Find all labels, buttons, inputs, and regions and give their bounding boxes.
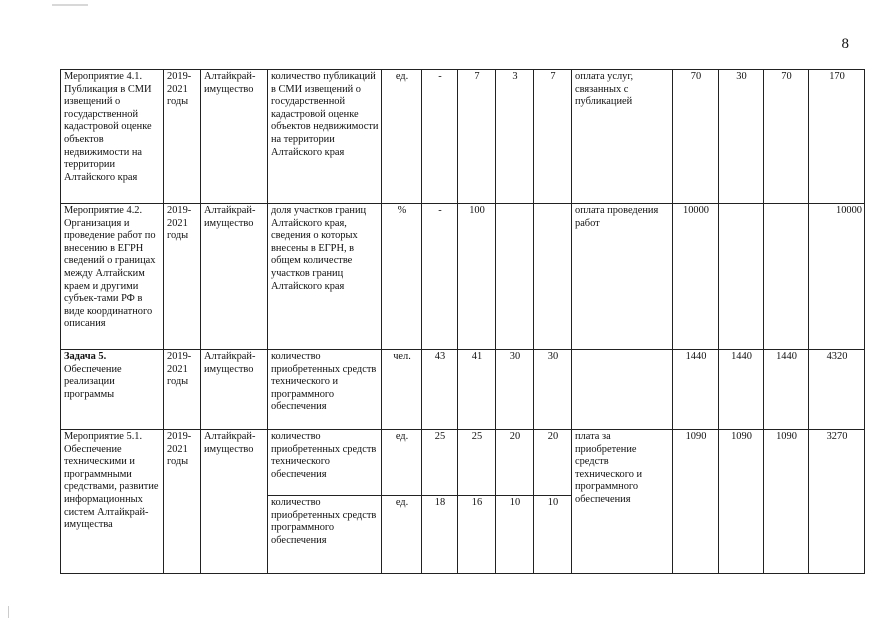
indicator-value-4 bbox=[534, 204, 572, 350]
indicator-value-2: 16 bbox=[458, 496, 496, 574]
indicator-unit: ед. bbox=[382, 70, 422, 204]
activity-executor: Алтайкрай-имущество bbox=[201, 350, 268, 430]
program-activities-table bbox=[60, 69, 865, 574]
financing-total: 4320 bbox=[809, 350, 865, 430]
table-row bbox=[61, 70, 865, 204]
indicator-value-2: 7 bbox=[458, 70, 496, 204]
indicator-value-2: 25 bbox=[458, 430, 496, 496]
financing-3: 1440 bbox=[764, 350, 809, 430]
activity-executor: Алтайкрай-имущество bbox=[201, 430, 268, 574]
activity-indicator: доля участков границ Алтайского края, сведения о которых внесены в ЕГРН, в общем количестве участков границ Алтайского края bbox=[268, 204, 382, 350]
indicator-value-1: 25 bbox=[422, 430, 458, 496]
scan-artifact bbox=[52, 4, 88, 6]
indicator-value-1: - bbox=[422, 70, 458, 204]
indicator-value-1: 18 bbox=[422, 496, 458, 574]
financing-2: 1440 bbox=[719, 350, 764, 430]
task-name bbox=[61, 350, 164, 430]
page-number: 8 bbox=[841, 36, 849, 52]
indicator-value-3: 10 bbox=[496, 496, 534, 574]
indicator-value-4: 30 bbox=[534, 350, 572, 430]
activity-indicator: количество приобретенных средств технического обеспечения bbox=[268, 430, 382, 496]
financing-total: 3270 bbox=[809, 430, 865, 574]
expense-direction: оплата проведения работ bbox=[572, 204, 673, 350]
financing-3 bbox=[764, 204, 809, 350]
activity-period: 2019-2021 годы bbox=[164, 350, 201, 430]
activity-name: Мероприятие 4.2. Организация и проведение работ по внесению в ЕГРН сведений о границах между Алтайским краем и другими субъек-тами РФ в виде координатного описания bbox=[61, 204, 164, 350]
activity-period: 2019-2021 годы bbox=[164, 204, 201, 350]
financing-2: 30 bbox=[719, 70, 764, 204]
indicator-value-3 bbox=[496, 204, 534, 350]
financing-3: 1090 bbox=[764, 430, 809, 574]
indicator-unit: ед. bbox=[382, 496, 422, 574]
indicator-value-2: 100 bbox=[458, 204, 496, 350]
indicator-unit: чел. bbox=[382, 350, 422, 430]
activity-executor: Алтайкрай-имущество bbox=[201, 70, 268, 204]
task-number: Задача 5. bbox=[64, 351, 107, 362]
indicator-unit: % bbox=[382, 204, 422, 350]
indicator-value-3: 30 bbox=[496, 350, 534, 430]
indicator-value-1: - bbox=[422, 204, 458, 350]
task-title: Обеспечение реализации программы bbox=[64, 363, 122, 400]
activity-indicator: количество приобретенных средств программного обеспечения bbox=[268, 496, 382, 574]
table-row bbox=[61, 430, 865, 496]
scan-artifact bbox=[8, 606, 9, 618]
activity-name: Мероприятие 4.1. Публикация в СМИ извещений о государственной кадастровой оценке объектов недвижимости на территории Алтайского края bbox=[61, 70, 164, 204]
table-row bbox=[61, 350, 865, 430]
financing-3: 70 bbox=[764, 70, 809, 204]
expense-direction bbox=[572, 350, 673, 430]
financing-1: 1440 bbox=[673, 350, 719, 430]
financing-total: 10000 bbox=[809, 204, 865, 350]
activity-name: Мероприятие 5.1. Обеспечение техническими и программными средствами, развитие информационных систем Алтайкрай-имущества bbox=[61, 430, 164, 574]
indicator-value-4: 7 bbox=[534, 70, 572, 204]
financing-2: 1090 bbox=[719, 430, 764, 574]
financing-total: 170 bbox=[809, 70, 865, 204]
expense-direction: плата за приобретение средств технического и программного обеспечения bbox=[572, 430, 673, 574]
indicator-value-2: 41 bbox=[458, 350, 496, 430]
expense-direction: оплата услуг, связанных с публикацией bbox=[572, 70, 673, 204]
financing-1: 10000 bbox=[673, 204, 719, 350]
indicator-value-3: 3 bbox=[496, 70, 534, 204]
financing-1: 70 bbox=[673, 70, 719, 204]
activity-executor: Алтайкрай-имущество bbox=[201, 204, 268, 350]
activity-period: 2019-2021 годы bbox=[164, 430, 201, 574]
activity-period: 2019-2021 годы bbox=[164, 70, 201, 204]
indicator-value-4: 10 bbox=[534, 496, 572, 574]
indicator-value-3: 20 bbox=[496, 430, 534, 496]
activity-indicator: количество приобретенных средств технического и программного обеспечения bbox=[268, 350, 382, 430]
indicator-unit: ед. bbox=[382, 430, 422, 496]
indicator-value-1: 43 bbox=[422, 350, 458, 430]
financing-2 bbox=[719, 204, 764, 350]
activity-indicator: количество публикаций в СМИ извещений о государственной кадастровой оценке объектов недвижимости на территории Алтайского края bbox=[268, 70, 382, 204]
table-row bbox=[61, 204, 865, 350]
indicator-value-4: 20 bbox=[534, 430, 572, 496]
financing-1: 1090 bbox=[673, 430, 719, 574]
